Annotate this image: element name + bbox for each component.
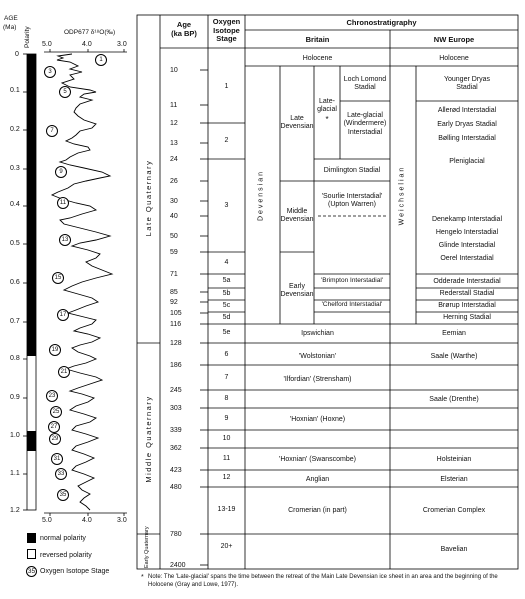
oxygen-stage-value: 5c xyxy=(222,302,231,309)
nweurope-elsterian: Elsterian xyxy=(440,476,468,483)
top-tick-label: 5.0 xyxy=(42,41,52,48)
stage-circle: 29 xyxy=(49,433,61,445)
britain-cromerian: Cromerian (in part) xyxy=(288,507,347,514)
header-chronostratigraphy: Chronostratigraphy xyxy=(346,18,417,27)
note-asterisk: * xyxy=(141,574,144,581)
oxygen-stage-value: 20+ xyxy=(220,543,233,550)
age-value: 40 xyxy=(170,213,178,220)
legend-reversed-label: reversed polarity xyxy=(40,552,92,559)
polarity-title: Polarity xyxy=(24,26,31,48)
stage-circle: 27 xyxy=(48,421,60,433)
nweurope-cromerian-complex: Cromerian Complex xyxy=(422,507,486,514)
epoch-middle-quaternary: Middle Quaternary xyxy=(144,395,153,483)
age-tick-label: 0.4 xyxy=(10,201,20,208)
age-value: 10 xyxy=(170,67,178,74)
header-britain: Britain xyxy=(305,35,330,44)
nweurope-early-dryas: Early Dryas Stadial xyxy=(437,121,497,128)
age-value: 245 xyxy=(170,387,182,394)
britain-hoxnian-hoxne: 'Hoxnian' (Hoxne) xyxy=(289,416,346,423)
age-tick-label: 0.6 xyxy=(10,279,20,286)
stage-circle: 9 xyxy=(55,166,67,178)
britain-devensian: Devensian xyxy=(257,169,265,222)
age-tick-label: 0.9 xyxy=(10,394,20,401)
oxygen-stage-value: 12 xyxy=(222,474,231,481)
oxygen-stage-value: 3 xyxy=(224,202,229,209)
age-value: 339 xyxy=(170,427,182,434)
britain-dimlington: Dimlington Stadial xyxy=(323,167,381,174)
age-tick-label: 1.2 xyxy=(10,507,20,514)
nweurope-younger-dryas: Younger Dryas Stadial xyxy=(443,76,491,92)
britain-ipswichian: Ipswichian xyxy=(301,330,334,337)
bottom-tick-label: 4.0 xyxy=(82,517,92,524)
britain-middle-devensian: Middle Devensian xyxy=(280,208,314,224)
legend-normal-label: normal polarity xyxy=(40,535,86,542)
legend-stage-circle: 35 xyxy=(27,568,36,575)
nweurope-brorup: Brørup Interstadial xyxy=(438,302,496,309)
age-value: 85 xyxy=(170,289,178,296)
age-value: 24 xyxy=(170,156,178,163)
stage-circle: 11 xyxy=(57,197,69,209)
nweurope-holsteinian: Holsteinian xyxy=(436,456,472,463)
oxygen-stage-value: 9 xyxy=(224,415,229,422)
header-oxygen-stage: Oxygen Isotope Stage xyxy=(212,17,241,44)
britain-windermere: Late-glacial (Windermere) Interstadial xyxy=(343,112,387,136)
britain-upton-warren: 'Sourlie Interstadial' (Upton Warren) xyxy=(321,193,383,209)
age-value: 303 xyxy=(170,405,182,412)
nweurope-rederstall: Rederstall Stadial xyxy=(439,290,495,297)
age-tick-label: 1.1 xyxy=(10,470,20,477)
nweurope-eemian: Eemian xyxy=(442,330,466,337)
header-age: Age (ka BP) xyxy=(171,20,197,38)
oxygen-stage-value: 13-19 xyxy=(217,506,236,513)
age-value: 12 xyxy=(170,120,178,127)
stage-circle: 31 xyxy=(51,453,63,465)
stage-circle: 7 xyxy=(46,125,58,137)
age-value: 11 xyxy=(170,102,178,109)
age-tick-label: 0.3 xyxy=(10,165,20,172)
nweurope-odderade: Odderade Interstadial xyxy=(433,278,501,285)
nweurope-saale-warthe: Saale (Warthe) xyxy=(430,353,478,360)
stage-circle: 33 xyxy=(55,468,67,480)
britain-loch-lomond: Loch Lomond Stadial xyxy=(343,76,387,92)
age-value: 26 xyxy=(170,178,178,185)
britain-brimpton: 'Brimpton Interstadial' xyxy=(320,277,384,284)
britain-early-devensian: Early Devensian xyxy=(280,283,314,299)
britain-late-devensian: Late Devensian xyxy=(280,115,314,131)
age-value: 423 xyxy=(170,467,182,474)
age-value: 480 xyxy=(170,484,182,491)
oxygen-stage-value: 1 xyxy=(224,83,229,90)
age-value: 13 xyxy=(170,140,178,147)
oxygen-stage-value: 11 xyxy=(222,455,231,462)
bottom-tick-label: 5.0 xyxy=(42,517,52,524)
stage-circle: 17 xyxy=(57,309,69,321)
curve-title: ODP677 δ¹⁸O(‰) xyxy=(64,29,116,36)
britain-hoxnian-swanscombe: 'Hoxnian' (Swanscombe) xyxy=(279,456,356,463)
britain-holocene: Holocene xyxy=(302,55,333,62)
top-tick-label: 3.0 xyxy=(117,41,127,48)
britain-wolstonian: 'Wolstonian' xyxy=(298,353,337,360)
oxygen-stage-value: 5b xyxy=(222,290,231,297)
stage-circle: 25 xyxy=(50,406,62,418)
britain-late-glacial: Late- glacial xyxy=(317,98,337,114)
nweurope-saale-drenthe: Saale (Drenthe) xyxy=(429,396,479,403)
age-value: 780 xyxy=(170,531,182,538)
stage-circle: 3 xyxy=(44,66,56,78)
britain-chelford: 'Chelford Interstadial' xyxy=(321,301,383,308)
nweurope-hengelo: Hengelo Interstadial xyxy=(435,229,499,236)
age-value: 105 xyxy=(170,310,182,317)
stage-circle: 35 xyxy=(57,489,69,501)
oxygen-stage-value: 6 xyxy=(224,351,229,358)
top-tick-label: 4.0 xyxy=(82,41,92,48)
nweurope-holocene: Holocene xyxy=(439,55,469,62)
age-tick-label: 0.8 xyxy=(10,355,20,362)
britain-ilfordian: 'Ilfordian' (Strensham) xyxy=(283,376,352,383)
age-tick-label: 0 xyxy=(15,51,19,58)
nweurope-glinde: Glinde Interstadial xyxy=(438,242,496,249)
legend-stage-label: Oxygen Isotope Stage xyxy=(40,568,110,575)
stage-circle: 1 xyxy=(95,54,107,66)
oxygen-stage-value: 8 xyxy=(224,395,229,402)
bottom-tick-label: 3.0 xyxy=(117,517,127,524)
age-tick-label: 1.0 xyxy=(10,432,20,439)
nweurope-herning: Herning Stadial xyxy=(443,314,491,321)
age-value: 128 xyxy=(170,340,182,347)
oxygen-stage-value: 10 xyxy=(222,435,231,442)
late-glacial-asterisk: * xyxy=(325,115,329,124)
age-value: 59 xyxy=(170,249,178,256)
epoch-early-quaternary: Early Quaternary xyxy=(144,526,150,568)
age-value: 2400 xyxy=(170,562,186,569)
age-axis-unit: (Ma) xyxy=(3,24,17,31)
oxygen-stage-value: 5d xyxy=(222,314,231,321)
age-value: 30 xyxy=(170,198,178,205)
stage-circle: 23 xyxy=(46,390,58,402)
age-value: 362 xyxy=(170,445,182,452)
britain-anglian: Anglian xyxy=(305,476,330,483)
stage-circle: 5 xyxy=(59,86,71,98)
epoch-late-quaternary: Late Quaternary xyxy=(144,159,153,237)
age-value: 50 xyxy=(170,233,178,240)
footnote: Note: The 'Late-glacial' spans the time between the retreat of the Main Late Devensian ice sheet in an area and the beginning of the Holocene (Gray and Lowe, 1977). xyxy=(148,574,498,588)
stage-circle: 21 xyxy=(58,366,70,378)
oxygen-stage-value: 7 xyxy=(224,374,229,381)
nweurope-bolling: Bølling Interstadial xyxy=(438,135,496,142)
oxygen-stage-value: 2 xyxy=(224,137,229,144)
age-value: 71 xyxy=(170,271,178,278)
stage-circle: 19 xyxy=(49,344,61,356)
nweurope-weichselian: Weichselian xyxy=(398,165,406,226)
age-value: 186 xyxy=(170,362,182,369)
stage-circle: 15 xyxy=(52,272,64,284)
nweurope-allerod: Allerød Interstadial xyxy=(437,107,497,114)
nweurope-pleniglacial: Pleniglacial xyxy=(449,158,485,165)
age-axis-title: AGE xyxy=(4,15,18,22)
oxygen-stage-value: 5e xyxy=(222,329,231,336)
age-tick-label: 0.1 xyxy=(10,87,20,94)
age-tick-label: 0.5 xyxy=(10,240,20,247)
oxygen-stage-value: 4 xyxy=(224,259,229,266)
header-nw-europe: NW Europe xyxy=(433,35,475,44)
age-value: 92 xyxy=(170,299,178,306)
nweurope-bavelian: Bavelian xyxy=(440,546,468,553)
age-tick-label: 0.2 xyxy=(10,126,20,133)
nweurope-denekamp: Denekamp Interstadial xyxy=(431,216,503,223)
oxygen-stage-value: 5a xyxy=(222,277,231,284)
age-tick-label: 0.7 xyxy=(10,318,20,325)
nweurope-oerel: Oerel Interstadial xyxy=(440,255,494,262)
age-value: 116 xyxy=(170,321,182,328)
stage-circle: 13 xyxy=(59,234,71,246)
